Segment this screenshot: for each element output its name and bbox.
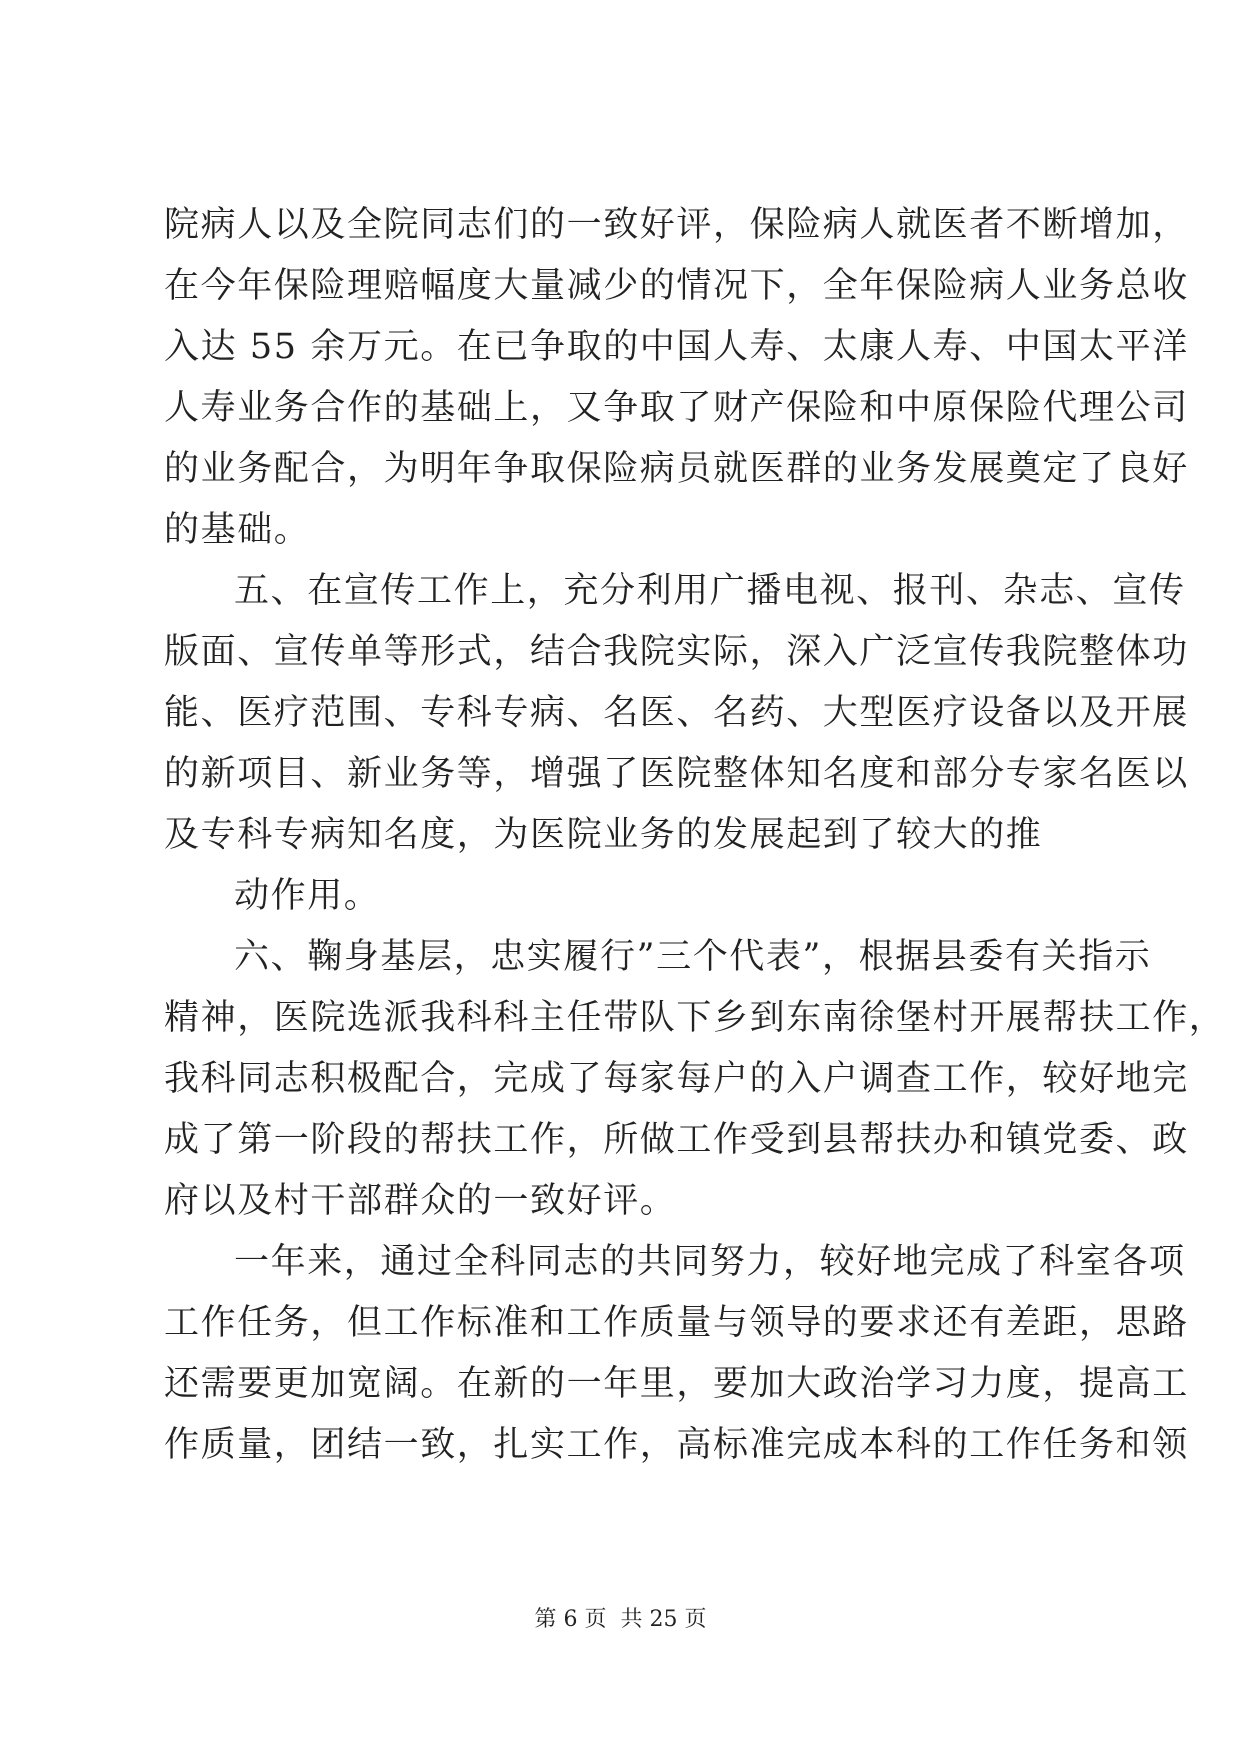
text-line: 人寿业务合作的基础上，又争取了财产保险和中原保险代理公司 [164,388,1189,428]
text-line: 府以及村干部群众的一致好评。 [164,1181,677,1221]
text-line: 的新项目、新业务等，增强了医院整体知名度和部分专家名医以 [164,754,1189,794]
text-line: 版面、宣传单等形式，结合我院实际，深入广泛宣传我院整体功 [164,632,1189,672]
text-line: 作质量，团结一致，扎实工作，高标准完成本科的工作任务和领 [164,1425,1189,1465]
text-line: 精神，医院选派我科科主任带队下乡到东南徐堡村开展帮扶工作， [164,998,1226,1038]
text-line: 院病人以及全院同志们的一致好评，保险病人就医者不断增加， [164,205,1189,245]
page-total: 共 25 页 [620,1607,707,1632]
page-number: 第 6 页 [534,1607,607,1632]
text-line: 的业务配合，为明年争取保险病员就医群的业务发展奠定了良好 [164,449,1189,489]
paragraph-first-line: 五、在宣传工作上，充分利用广播电视、报刊、杂志、宣传 [234,571,1186,611]
text-line: 及专科专病知名度，为医院业务的发展起到了较大的推 [164,815,1043,855]
text-line: 工作任务，但工作标准和工作质量与领导的要求还有差距，思路 [164,1303,1189,1343]
text-line: 动作用。 [234,876,381,916]
text-line: 还需要更加宽阔。在新的一年里，要加大政治学习力度，提高工 [164,1364,1189,1404]
paragraph-first-line: 一年来，通过全科同志的共同努力，较好地完成了科室各项 [234,1242,1186,1282]
paragraph-first-line: 六、鞠身基层，忠实履行”三个代表”，根据县委有关指示 [234,937,1152,977]
text-line: 在今年保险理赔幅度大量减少的情况下，全年保险病人业务总收 [164,266,1189,306]
text-line: 的基础。 [164,510,311,550]
page-footer [0,1606,1241,1634]
text-line: 能、医疗范围、专科专病、名医、名药、大型医疗设备以及开展 [164,693,1189,733]
text-line: 我科同志积极配合，完成了每家每户的入户调查工作，较好地完 [164,1059,1189,1099]
text-line: 入达 55 余万元。在已争取的中国人寿、太康人寿、中国太平洋 [164,327,1189,367]
text-line: 成了第一阶段的帮扶工作，所做工作受到县帮扶办和镇党委、政 [164,1120,1189,1160]
